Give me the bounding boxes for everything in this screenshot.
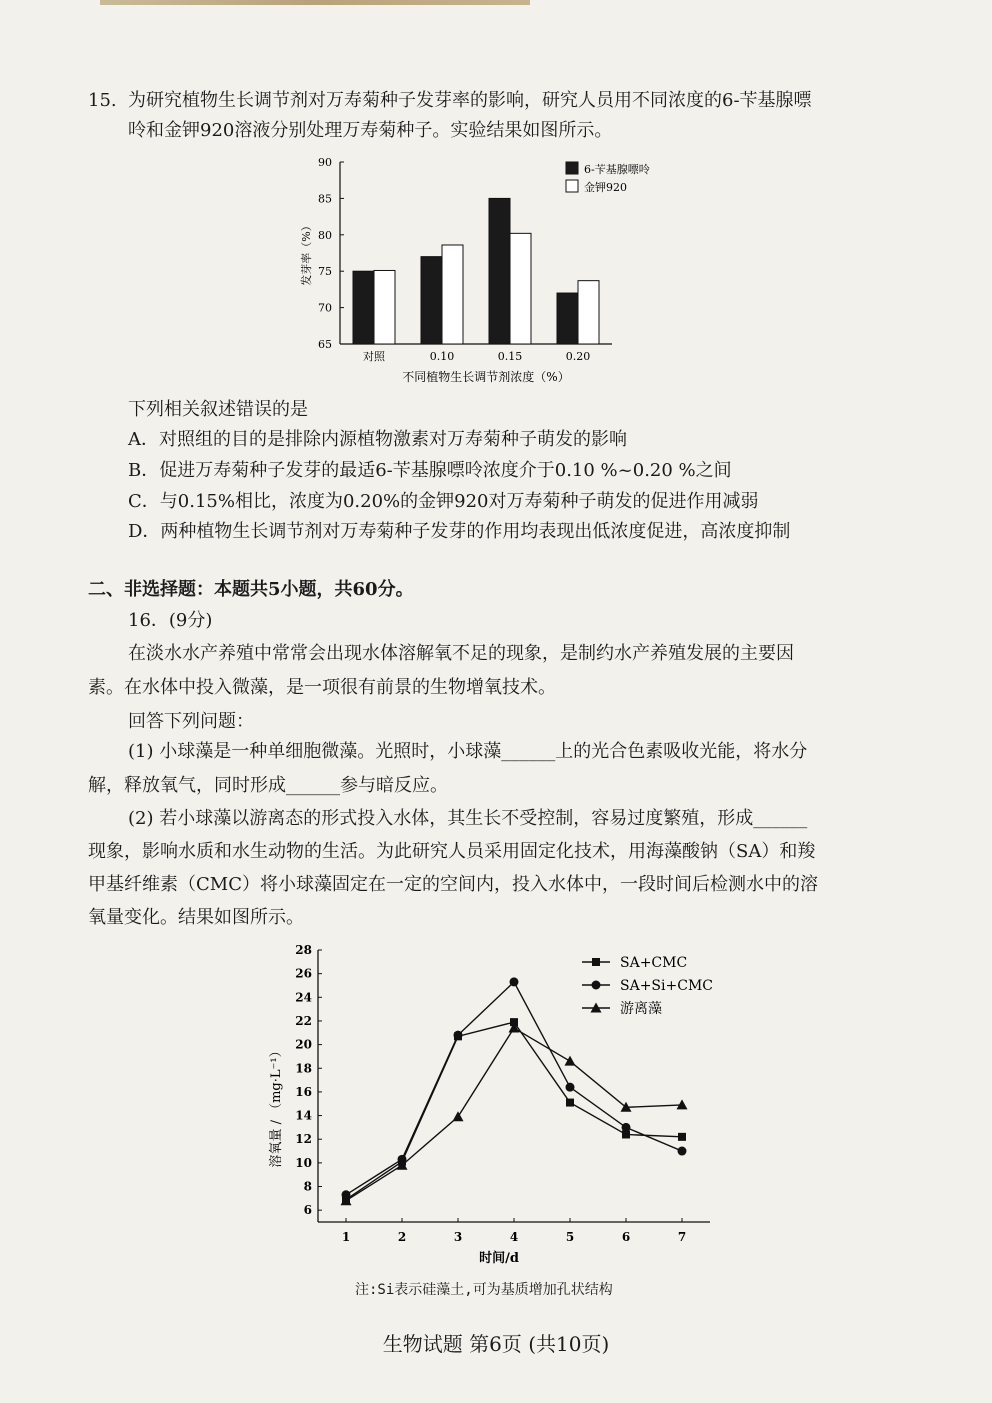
line-legend-label: 游离藻 <box>620 1001 662 1017</box>
bar-y-tick-label: 75 <box>318 265 332 279</box>
series-line-square <box>346 1022 682 1199</box>
dissolved-oxygen-line-chart <box>260 940 730 1270</box>
line-x-tick-label: 4 <box>509 1230 519 1244</box>
q16-part2-line3: 甲基纤维素（CMC）将小球藻固定在一定的空间内，投入水体中，一段时间后检测水中的溶 <box>88 874 818 895</box>
line-y-tick-label: 14 <box>295 1108 312 1123</box>
series-point-circle <box>622 1123 631 1132</box>
series-line-triangle <box>346 1028 682 1201</box>
germination-bar-chart <box>290 150 690 390</box>
bar-y-axis-label: 发芽率（%） <box>300 220 313 286</box>
line-legend-marker <box>592 981 601 990</box>
bar-jinjia920 <box>510 233 531 344</box>
bar-benzyladenine <box>353 271 374 344</box>
q15-text-line2: 呤和金钾920溶液分别处理万寿菊种子。实验结果如图所示。 <box>128 120 613 141</box>
line-y-tick-label: 24 <box>295 990 312 1005</box>
bar-y-tick-label: 90 <box>318 156 332 169</box>
q15-option-b: B．促进万寿菊种子发芽的最适6-苄基腺嘌呤浓度介于0.10 %~0.20 %之间 <box>128 460 732 481</box>
line-legend-marker <box>592 958 600 966</box>
q15-ask: 下列相关叙述错误的是 <box>128 399 308 420</box>
q16-intro-line2: 素。在水体中投入微藻，是一项很有前景的生物增氧技术。 <box>88 677 556 698</box>
line-x-tick-label: 5 <box>565 1230 575 1244</box>
series-point-triangle <box>565 1056 576 1066</box>
line-y-tick-label: 12 <box>295 1132 312 1147</box>
line-legend-label: SA+CMC <box>620 955 688 971</box>
q16-part2-line2: 现象，影响水质和水生动物的生活。为此研究人员采用固定化技术，用海藻酸钠（SA）和羧 <box>88 841 816 862</box>
q15-option-d: D．两种植物生长调节剂对万寿菊种子发芽的作用均表现出低浓度促进，高浓度抑制 <box>128 521 791 542</box>
q16-chart-note: 注:Si表示硅藻土,可为基质增加孔状结构 <box>355 1282 613 1298</box>
line-y-tick-label: 6 <box>303 1203 312 1218</box>
bar-jinjia920 <box>374 270 395 344</box>
line-x-tick-label: 2 <box>397 1230 407 1244</box>
q16-answer-prompt: 回答下列问题： <box>128 711 254 732</box>
series-point-circle <box>566 1083 575 1092</box>
line-x-tick-label: 1 <box>341 1230 351 1244</box>
q15-option-a: A．对照组的目的是排除内源植物激素对万寿菊种子萌发的影响 <box>128 429 627 450</box>
bar-x-tick-label: 0.20 <box>565 350 591 363</box>
line-x-tick-label: 6 <box>621 1230 631 1244</box>
bar-y-tick-label: 80 <box>318 228 332 242</box>
q16-part1-line1: (1) 小球藻是一种单细胞微藻。光照时，小球藻______上的光合色素吸收光能，将水分 <box>128 741 808 762</box>
bar-jinjia920 <box>578 281 599 344</box>
line-y-tick-label: 20 <box>295 1037 312 1052</box>
bar-legend-label: 6-苄基腺嘌呤 <box>584 163 650 176</box>
bar-x-tick-label: 0.10 <box>429 350 455 363</box>
bar-jinjia920 <box>442 245 463 344</box>
bar-x-tick-label: 0.15 <box>497 350 523 363</box>
line-y-tick-label: 16 <box>295 1084 312 1099</box>
line-y-tick-label: 8 <box>303 1179 312 1194</box>
line-y-tick-label: 18 <box>295 1061 312 1076</box>
series-point-circle <box>510 977 519 986</box>
bar-y-tick-label: 85 <box>318 192 332 206</box>
line-y-tick-label: 10 <box>295 1155 312 1170</box>
series-point-circle <box>454 1031 463 1040</box>
q15-option-c: C．与0.15%相比，浓度为0.20%的金钾920对万寿菊种子萌发的促进作用减弱 <box>128 491 759 512</box>
series-point-square <box>566 1099 574 1107</box>
bar-x-tick-label: 对照 <box>363 350 385 363</box>
bar-benzyladenine <box>421 257 442 344</box>
bar-legend-swatch <box>566 162 578 174</box>
q16-intro-line1: 在淡水水产养殖中常常会出现水体溶解氧不足的现象，是制约水产养殖发展的主要因 <box>128 643 794 664</box>
q16-part2-line4: 氧量变化。结果如图所示。 <box>88 907 304 928</box>
bar-legend-label: 金钾920 <box>584 181 627 194</box>
series-point-triangle <box>453 1111 464 1121</box>
q16-part2-line1: (2) 若小球藻以游离态的形式投入水体，其生长不受控制，容易过度繁殖，形成______ <box>128 808 808 829</box>
page-top-edge <box>100 0 530 5</box>
bar-legend-swatch <box>566 180 578 192</box>
series-point-square <box>678 1133 686 1141</box>
line-y-axis-label: 溶氧量 / （mg·L⁻¹） <box>269 1044 284 1168</box>
q15-text-line1: 为研究植物生长调节剂对万寿菊种子发芽率的影响，研究人员用不同浓度的6-苄基腺嘌 <box>128 90 812 111</box>
line-y-tick-label: 22 <box>295 1013 312 1028</box>
bar-y-tick-label: 70 <box>318 301 332 315</box>
bar-x-axis-label: 不同植物生长调节剂浓度（%） <box>402 370 570 384</box>
series-point-circle <box>678 1147 687 1156</box>
q16-part1-line2: 解，释放氧气，同时形成______参与暗反应。 <box>88 775 448 796</box>
q15-number: 15. <box>88 90 117 111</box>
section2-title: 二、非选择题：本题共5小题，共60分。 <box>88 579 414 600</box>
bar-benzyladenine <box>557 293 578 344</box>
q16-header: 16．(9分) <box>128 610 213 631</box>
line-x-axis-label: 时间/d <box>479 1251 519 1266</box>
bar-y-tick-label: 65 <box>318 338 332 351</box>
line-x-tick-label: 7 <box>677 1230 687 1244</box>
line-x-tick-label: 3 <box>453 1230 463 1244</box>
line-legend-label: SA+Si+CMC <box>620 978 713 994</box>
page-footer: 生物试题 第6页 (共10页) <box>382 1332 610 1356</box>
bar-benzyladenine <box>489 198 510 344</box>
line-y-tick-label: 28 <box>295 943 312 957</box>
line-y-tick-label: 26 <box>295 966 312 981</box>
